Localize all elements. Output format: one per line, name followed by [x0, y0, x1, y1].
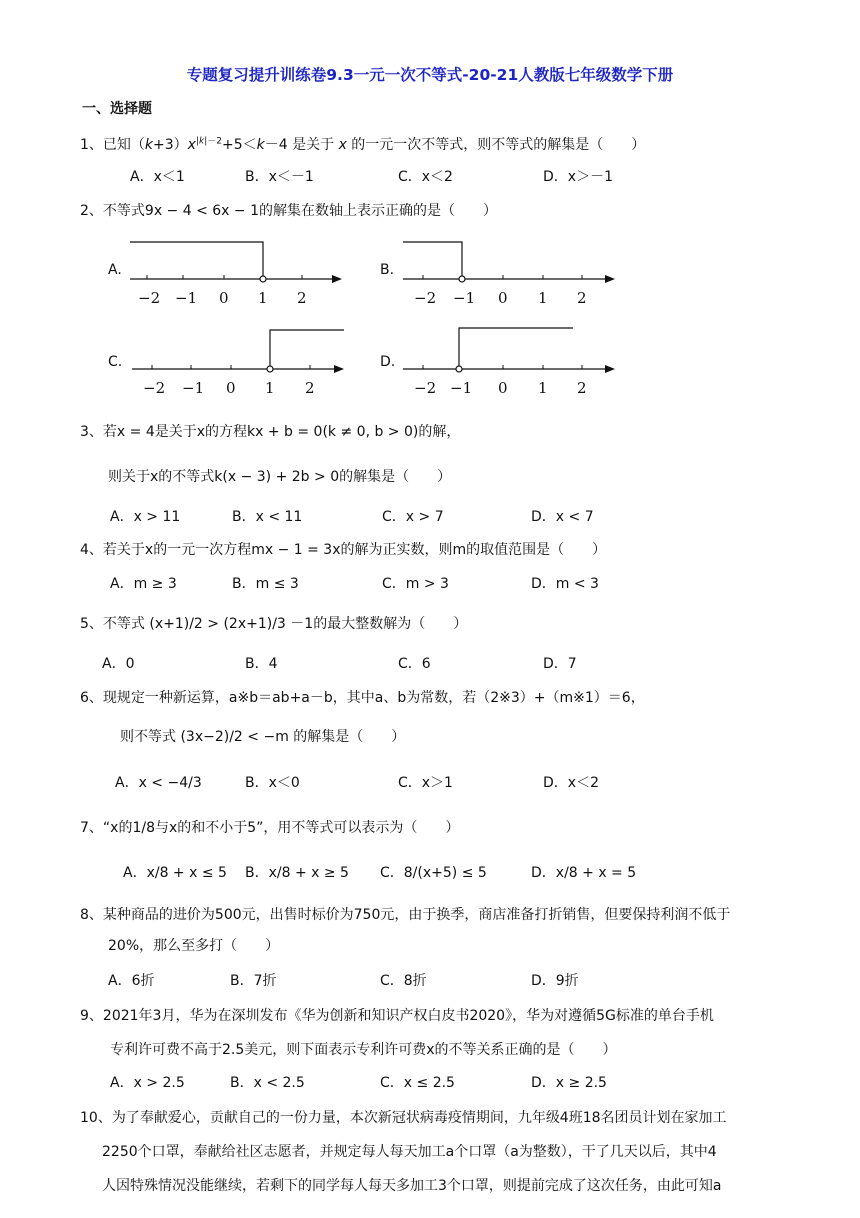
q9-option-d[interactable]: D．x ≥ 2.5	[531, 1075, 607, 1091]
tick-label: 1	[538, 379, 548, 397]
tick-label: −1	[450, 379, 473, 397]
q6-option-c[interactable]: C．x＞1	[398, 775, 453, 791]
tick-label: 1	[538, 289, 548, 307]
ticks-a	[147, 275, 302, 279]
q2-option-d-label[interactable]: D.	[380, 354, 396, 370]
q7-option-d[interactable]: D．x/8 + x = 5	[531, 865, 637, 881]
question-6: 6、现规定一种新运算，a※b＝ab+a－b，其中a、b为常数，若（2※3）+（m※1）＝6，	[80, 690, 645, 706]
question-9-line2: 专利许可费不高于2.5美元，则下面表示专利许可费x的不等关系正确的是（ ）	[110, 1042, 617, 1058]
number-line-c	[120, 325, 350, 405]
tick-label: −2	[414, 289, 437, 307]
page-title: 专题复习提升训练卷9.3一元一次不等式-20-21人教版七年级数学下册	[186, 66, 674, 84]
q4-option-c[interactable]: C．m > 3	[382, 576, 449, 592]
q5-option-b[interactable]: B．4	[245, 656, 278, 672]
question-10-line3: 人因特殊情况没能继续，若剩下的同学每人每天多加工3个口罩，则提前完成了这次任务，由此可知a	[102, 1178, 722, 1194]
tick-label: 1	[265, 379, 275, 397]
q9-option-c[interactable]: C．x ≤ 2.5	[380, 1075, 455, 1091]
number-line-b	[395, 235, 625, 315]
tick-label: 0	[219, 289, 229, 307]
q3-option-d[interactable]: D．x < 7	[531, 509, 594, 525]
ticks-d	[423, 365, 582, 369]
question-10-line2: 2250个口罩，奉献给社区志愿者，并规定每人每天加工a个口罩（a为整数），干了几天以后，其中4	[102, 1144, 717, 1160]
q2-option-b-label[interactable]: B.	[380, 262, 395, 278]
q6-option-a[interactable]: A．x < −4/3	[115, 775, 202, 791]
tick-label: −2	[138, 289, 161, 307]
number-line-d	[395, 325, 625, 405]
q1-display: 1、已知$(k+3)x^{|k|-2}+5<k-4$ 是关于 x 的一元一次不等式，则不等式的解集是（ ）	[80, 136, 646, 153]
tick-label: −1	[453, 289, 476, 307]
q8-option-b[interactable]: B．7折	[230, 973, 277, 989]
q3-option-a[interactable]: A．x > 11	[110, 509, 181, 525]
q4-option-d[interactable]: D．m < 3	[531, 576, 599, 592]
q2-option-c-label[interactable]: C.	[108, 354, 123, 370]
tick-label: 2	[297, 289, 307, 307]
q7-option-c[interactable]: C．8/(x+5) ≤ 5	[380, 865, 487, 881]
q2-option-a-label[interactable]: A.	[108, 262, 122, 278]
q8-option-d[interactable]: D．9折	[531, 973, 579, 989]
tick-label: 2	[305, 379, 315, 397]
question-4: 4、若关于x的一元一次方程mx − 1 = 3x的解为正实数，则m的取值范围是（ ）	[80, 542, 607, 558]
q6-option-d[interactable]: D．x＜2	[543, 775, 599, 791]
question-3-line2: 则关于x的不等式k(x − 3) + 2b > 0的解集是（ ）	[108, 469, 452, 485]
tick-label: −1	[182, 379, 205, 397]
q5-option-a[interactable]: A．0	[102, 656, 135, 672]
question-3: 3、若x = 4是关于x的方程kx + b = 0(k ≠ 0, b > 0)的解，	[80, 424, 461, 440]
q8-option-c[interactable]: C．8折	[380, 973, 427, 989]
question-10: 10、为了奉献爱心，贡献自己的一份力量，本次新冠状病毒疫情期间，九年级4班18名团员计划在家加工	[80, 1110, 727, 1126]
tick-label: −1	[175, 289, 198, 307]
q3-option-b[interactable]: B．x < 11	[232, 509, 303, 525]
tick-label: −2	[143, 379, 166, 397]
q4-option-a[interactable]: A．m ≥ 3	[110, 576, 177, 592]
q5-option-d[interactable]: D．7	[543, 656, 577, 672]
tick-label: 1	[258, 289, 268, 307]
question-2: 2、不等式9x − 4 < 6x − 1的解集在数轴上表示正确的是（ ）	[80, 203, 497, 219]
tick-label: 0	[498, 289, 508, 307]
ticks-b	[423, 275, 582, 279]
q1-option-b[interactable]: B．x＜－1	[245, 169, 314, 185]
tick-label: −2	[414, 379, 437, 397]
q7-option-a[interactable]: A．x/8 + x ≤ 5	[123, 865, 227, 881]
q1-option-d[interactable]: D．x＞－1	[543, 169, 613, 185]
tick-label: 2	[577, 289, 587, 307]
q5-option-c[interactable]: C．6	[398, 656, 431, 672]
question-9: 9、2021年3月，华为在深圳发布《华为创新和知识产权白皮书2020》，华为对遵循5G标准的单台手机	[80, 1008, 714, 1024]
tick-label: 0	[498, 379, 508, 397]
question-1	[80, 133, 645, 154]
number-line-a	[120, 235, 350, 315]
q8-option-a[interactable]: A．6折	[108, 973, 155, 989]
question-7: 7、“x的1/8与x的和不小于5”，用不等式可以表示为（ ）	[80, 820, 460, 836]
q9-option-b[interactable]: B．x < 2.5	[230, 1075, 305, 1091]
tick-label: 0	[226, 379, 236, 397]
q1-option-a[interactable]: A．x＜1	[130, 169, 185, 185]
q6-option-b[interactable]: B．x＜0	[245, 775, 300, 791]
question-8: 8、某种商品的进价为500元，出售时标价为750元，由于换季，商店准备打折销售，但要保持利润不低于	[80, 907, 731, 923]
ticks-c	[152, 365, 310, 369]
question-5: 5、不等式 (x+1)/2 > (2x+1)/3 －1的最大整数解为（ ）	[80, 616, 468, 632]
q3-option-c[interactable]: C．x > 7	[382, 509, 444, 525]
q1-option-c[interactable]: C．x＜2	[398, 169, 453, 185]
q7-option-b[interactable]: B．x/8 + x ≥ 5	[245, 865, 349, 881]
question-6-line2: 则不等式 (3x−2)/2 < −m 的解集是（ ）	[120, 729, 406, 745]
q9-option-a[interactable]: A．x > 2.5	[110, 1075, 185, 1091]
tick-label: 2	[577, 379, 587, 397]
section-heading: 一、选择题	[82, 101, 152, 117]
q4-option-b[interactable]: B．m ≤ 3	[232, 576, 299, 592]
question-8-line2: 20%，那么至多打（ ）	[108, 938, 280, 954]
